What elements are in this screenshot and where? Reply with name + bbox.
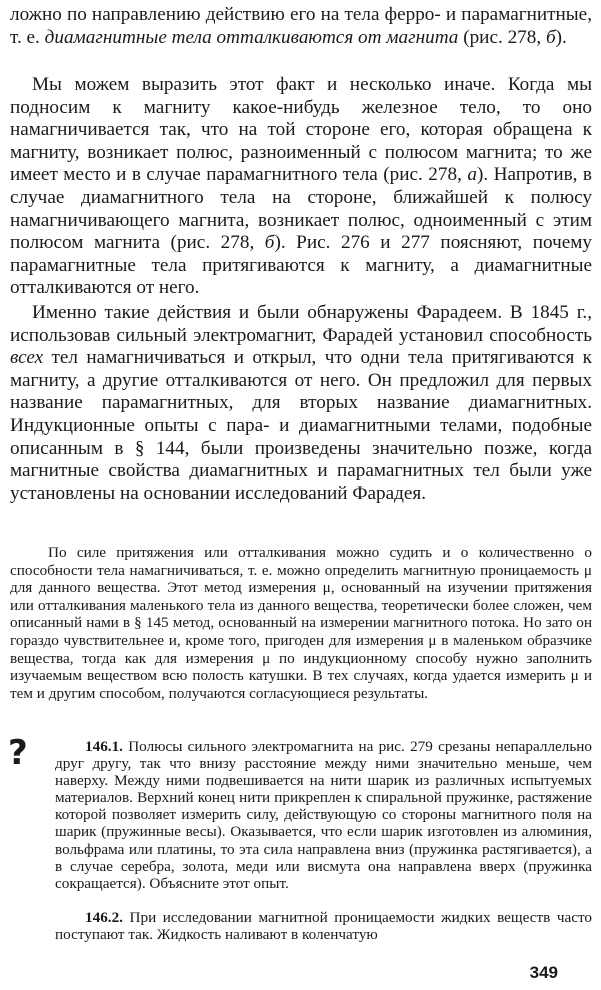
text-run: Мы можем выразить этот факт и несколько иначе. Когда мы подносим к магниту какое-нибудь железное тело, то оно намагничивается так, что на той стороне его, которая обращена к магниту, возникает полюс, разноименный с полюсом магнита; то же имеет место и в случае парамагнитного тела (рис. 278, xyxy=(10,74,592,186)
page-number: 349 xyxy=(529,963,558,982)
paragraph-faraday xyxy=(10,302,592,505)
text-run: ). Рис. 276 и 277 поясняют, почему парамагнитные тела притягиваются к магниту, а диамагнитные отталкиваются от него. xyxy=(10,232,592,299)
problem-146-2 xyxy=(55,909,592,943)
problem-number: 146.2. xyxy=(85,909,123,926)
problem-text: При исследовании магнитной проницаемости жидких веществ часто поступают так. Жидкость наливают в коленчатую xyxy=(55,909,592,944)
paragraph-induced-poles xyxy=(10,74,592,300)
text-run: ). xyxy=(555,26,567,48)
text-run: ложно по направлению действию его на тела ферро- и парамагнитные, т. е. xyxy=(10,4,592,48)
italic-text: диамагнитные тела отталкиваются от магнита xyxy=(44,26,459,48)
problem-number: 146.1. xyxy=(85,738,123,755)
italic-text: а xyxy=(467,164,477,186)
text-run: тел намагничиваться и открыл, что одни тела притягиваются к магниту, а другие отталкиваются от него. Он предложил для первых название парамагнитных, для вторых название диамагнитных. Индукционные опыты с пара- и диамагнитными телами, подобные описанным в § 144, были произведены значительно позже, когда магнитные свойства диамагнитных и парамагнитных тел были уже установлены на основании исследований Фарадея. xyxy=(10,347,592,504)
small-print-note: По силе притяжения или отталкивания можно судить и о количественно о способности тела намагничиваться, т. е. можно определить магнитную проницаемость μ для данного вещества. Этот метод измерения μ, основанный на изучении притяжения или отталкивания маленького тела из данного вещества, теоретически более сложен, чем описанный нами в § 145 метод, основанный на измерении магнитного потока. Но зато он гораздо чувствительнее и, кроме того, пригоден для измерения μ в маленьком образчике вещества, тогда как для измерения μ по индукционному способу нужно заполнить изучаемым веществом всю полость катушки. В тех случаях, когда удается измерить μ и тем и другим способом, получаются согласующиеся результаты. xyxy=(10,544,592,702)
italic-text: всех xyxy=(10,347,44,369)
text-run: Именно такие действия и были обнаружены Фарадеем. В 1845 г., использовав сильный электромагнит, Фарадей установил способность xyxy=(10,302,592,346)
italic-text: б xyxy=(545,26,556,48)
italic-text: б xyxy=(264,232,275,254)
text-run: ). Напротив, в случае диамагнитного тела на стороне, ближайшей к полюсу намагничивающего магнита, возникает полюс, одноименный с этим полюсом магнита (рис. 278, xyxy=(10,164,592,254)
problem-146-1 xyxy=(55,738,592,892)
question-mark-icon: ? xyxy=(8,733,28,773)
text-run: (рис. 278, xyxy=(458,26,546,48)
problem-text: Полюсы сильного электромагнита на рис. 279 срезаны непараллельно друг другу, так что внизу расстояние между ними значительно меньше, чем наверху. Между ними подвешивается на нити шарик из различных испытуемых материалов. Верхний конец нити прикреплен к спиральной пружинке, растяжение которой позволяет измерить силу, действующую со стороны магнитного поля на шарик (пружинные весы). Оказывается, что если шарик изготовлен из алюминия, вольфрама или платины, то эта сила направлена вниз (пружинка растягивается), а в случае серебра, золота, меди или висмута она направлена вверх (пружинка сокращается). Объясните этот опыт. xyxy=(55,738,592,892)
paragraph-continuation xyxy=(10,4,592,49)
